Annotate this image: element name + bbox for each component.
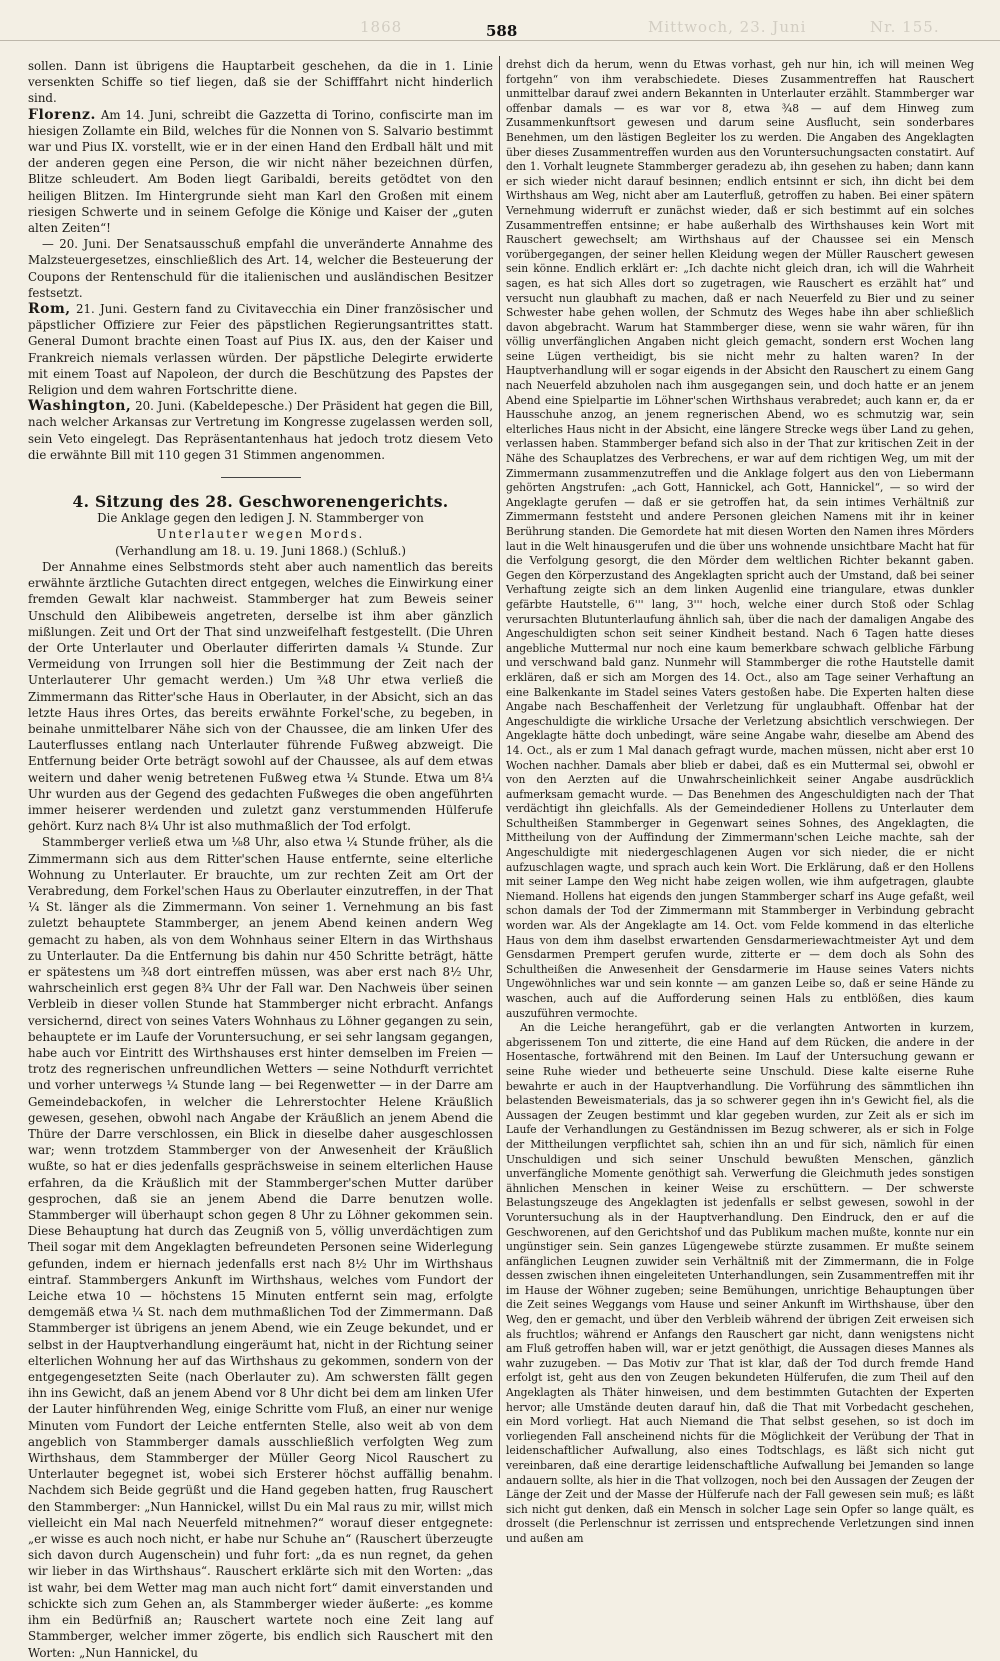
bleed-through-date: Mittwoch, 23. Juni [648, 18, 807, 36]
article-rom-text: 21. Juni. Gestern fand zu Civitavecchia ein Diner französischer und päpstlicher Offiziere zur Feier des päpstlichen Regierungsantrittes statt. General Dumont brachte einen Toast auf Pius IX. aus, den der Kaiser und Frankreich niemals verlassen würden. Der päpstliche Delegirte erwiderte mit einem Toast auf Napoleon, der durch die Beschützung des Papstes der Religion und dem wahren Fortschritte diene. [28, 302, 493, 398]
page-header [0, 0, 1000, 41]
bleed-through-issue: Nr. 155. [870, 18, 940, 36]
article-senate: — 20. Juni. Der Senatsausschuß empfahl die unveränderte Annahme des Malzsteuergesetzes, einschließlich des Art. 14, welcher die Besteuerung der Coupons der Rentenschuld für die italienischen und ausländischen Besitzer festsetzt. [28, 237, 493, 300]
article-florenz [28, 107, 493, 237]
page-number: 588 [486, 22, 518, 40]
article-continuation: sollen. Dann ist übrigens die Hauptarbeit geschehen, da die in 1. Linie versenkten Schiffe so tief liegen, daß sie der Schifffahrt nicht hinderlich sind. [28, 59, 493, 106]
report-paragraph: drehst dich da herum, wenn du Etwas vorhast, geh nur hin, ich will meinen Weg fortgehn“ von ihm verabschiedete. Dieses Zusammentreffen hat Rauschert unmittelbar darauf zwei andern Bekannten in Unterlauter erzählt. Stammberger war offenbar damals — es war vor 8, etwa ¾8 — auf dem Hinweg zum Zusammenkunftsort gewesen und darum seine Ausflucht, sein sonderbares Benehmen, um den lästigen Begleiter los zu werden. Die Angaben des Angeklagten über dieses Zusammentreffen wurden aus den Voruntersuchungsacten constatirt. Auf den 1. Vorhalt leugnete Stammberger geradezu ab, ihn gesehen zu haben; dann kann er sich wieder nicht darauf besinnen; endlich entsinnt er sich, ihn dicht bei dem Wirthshaus am Weg, nicht aber am Lauterfluß, getroffen zu haben. Bei einer spätern Vernehmung widerruft er zunächst wieder, daß er sich bestimmt auf ein solches Zusammentreffen entsinne; er habe außerhalb des Wirthshauses kein Wort mit Rauschert gewechselt; am Wirthshaus auf der Chaussee sei ein Mensch vorübergegangen, der seiner hellen Kleidung wegen der Müller Rauschert gewesen sein könne. Endlich erklärt er: „Ich dachte nicht gleich dran, ich will die Wahrheit sagen, es hat sich Alles dort so zugetragen, wie Rauschert es erzählt hat“ und versucht nun glaubhaft zu machen, daß er nach Neuerfeld zu Bier und zu seiner Schwester habe gehen wollen, der Schmutz des Weges habe ihn aber schließlich davon abgebracht. Warum hat Stammberger diese, wenn sie wahr wären, für ihn völlig unverfänglichen Angaben nicht gleich gemacht, sondern erst Wochen lang seine Lügen vertheidigt, bis sie nicht mehr zu halten waren? In der Hauptverhandlung will er sogar eigends in der Absicht den Rauschert zu einem Gang nach Neuerfeld abzuholen nach ihm ausgegangen sein, und doch hatte er an jenem Abend eine Spielpartie im Löhner'schen Wirthshaus verabredet; auch kann er, da er Hausschuhe anzog, an jenem regnerischen Abend, wo es schmutzig war, sein elterliches Haus nicht in der Absicht, eine längere Strecke wegs über Land zu gehen, verlassen haben. Stammberger befand sich also in der That zur kritischen Zeit in der Nähe des Schauplatzes des Verbrechens, er war auf dem richtigen Weg, um mit der Zimmermann zusammenzutreffen und die Anklage folgert aus den von Liebermann gehörten Angstrufen: „ach Gott, Hannickel, ach Gott, Hannickel“, — so wird der Angeklagte gerufen — daß er sie getroffen hat, da sein intimes Verhältniß zur Zimmermann feststeht und andere Personen gleichen Namens mit ihr in keiner Berührung standen. Die Gemordete hat mit diesen Worten den Namen ihres Mörders laut in die Welt hinausgerufen und die über uns wohnende unsichtbare Macht hat für die Verfolgung gesorgt, die den Mörder dem weltlichen Richter bekannt gaben. Gegen den Körperzustand des Angeklagten spricht auch der Umstand, daß bei seiner Verhaftung zeigte sich an dem linken Augenlid eine triangulare, etwas dunkler gefärbte Hautstelle, 6''' lang, 3''' hoch, welche einer durch Stoß oder Schlag verursachten Blutunterlaufung ähnlich sah, über die nach der damaligen Angabe des Angeschuldigten schon seit seiner Kindheit bestand. Nach 6 Tagen hatte dieses angebliche Muttermal nur noch eine kaum bemerkbare schwach gelbliche Färbung und verschwand bald ganz. Nunmehr will Stammberger die rothe Hautstelle damit erklären, daß er sich am Morgen des 14. Oct., also am Tage seiner Verhaftung an eine Balkenkante im Stadel seines Vaters gestoßen habe. Die Experten halten diese Angabe nach Beschaffenheit der Verletzung für unglaubhaft. Offenbar hat der Angeschuldigte die wirkliche Ursache der Verletzung absichtlich verschwiegen. Der Angeklagte hätte doch unbedingt, wäre seine Angabe wahr, dieselbe am Abend des 14. Oct., als er zum 1 Mal danach gefragt wurde, machen müssen, nicht aber erst 10 Wochen nachher. Damals aber blieb er dabei, daß es ein Muttermal sei, obwohl er von den Aerzten auf die Unwahrscheinlichkeit seiner Angabe ausdrücklich aufmerksam gemacht wurde. — Das Benehmen des Angeschuldigten nach der That verdächtigt ihn gleichfalls. Als der Gemeindediener Hollens zu Unterlauter dem Schultheißen Stammberger in Gegenwart seines Sohnes, des Angeklagten, die Mittheilung von der Auffindung der Zimmermann'schen Leiche machte, sah der Angeschuldigte mit niedergeschlagenen Augen vor sich nieder, die er nicht aufzuschlagen wagte, und sprach auch kein Wort. Die Erklärung, daß er den Hollens mit seiner Lampe den Weg nicht habe zeigen wollen, wie ihm aufgetragen, glaubte Niemand. Hollens hat eigends den jungen Stammberger scharf ins Auge gefaßt, weil schon damals der Tod der Zimmermann mit Stammberger in Verbindung gebracht worden war. Als der Angeklagte am 14. Oct. vom Felde kommend in das elterliche Haus von dem ihm daselbst erwartenden Gensdarmeriewachtmeister Ayt und dem Gensdarmen Prempert gerufen wurde, zitterte er — dem doch als Sohn des Schultheißen die Anwesenheit der Gensdarmerie im Hause seines Vaters nichts Ungewöhnliches war und sein konnte — am ganzen Leibe so, daß er seine Hände zu waschen, auch auf die Aufforderung seinen Hals zu entblößen, dies kaum auszuführen vermochte. [506, 58, 974, 1020]
section-divider [221, 477, 301, 478]
article-washington [28, 398, 493, 463]
report-paragraph: Stammberger verließ etwa um ⅛8 Uhr, also etwa ¼ Stunde früher, als die Zimmermann sich aus dem Ritter'schen Hause entfernte, seine elterliche Wohnung zu Unterlauter. Er brauchte, um zur rechten Zeit am Ort der Verabredung, dem Forkel'schen Haus zu Oberlauter einzutreffen, in der That ¼ St. länger als die Zimmermann. Von seiner 1. Vernehmung an bis fast zuletzt behauptete Stammberger, an jenem Abend keinen andern Weg gemacht zu haben, als von dem Wohnhaus seiner Eltern in das Wirthshaus zu Unterlauter. Da die Entfernung bis dahin nur 450 Schritte beträgt, hätte er spätestens um ¾8 dort eintreffen müssen, was aber erst nach 8½ Uhr, wahrscheinlich erst gegen 8¾ Uhr der Fall war. Den Nachweis über seinen Verbleib in dieser vollen Stunde hat Stammberger nicht erbracht. Anfangs versichernd, direct von seines Vaters Wohnhaus zu Löhner gegangen zu sein, behauptete er im Laufe der Voruntersuchung, er sei sehr langsam gegangen, habe auch vor Eintritt des Wirthshauses erst hinter demselben im Freien — trotz des regnerischen unfreundlichen Wetters — seine Nothdurft verrichtet und vorher unterwegs ¼ Stunde lang — bei Regenwetter — in der Darre am Gemeindebackofen, in welcher die Lehrerstochter Helene Kräußlich gewesen, gesehen, obwohl nach Angabe der Kräußlich an jenem Abend die Thüre der Darre verschlossen, ein Blick in dieselbe daher ausgeschlossen war; wenn trotzdem Stammberger von der Anwesenheit der Kräußlich wußte, so hat er dies jedenfalls gesprächsweise in seinem elterlichen Hause erfahren, da die Kräußlich mit der Stammberger'schen Mutter darüber gesprochen, daß sie an jenem Abend die Darre benutzen wolle. Stammberger will überhaupt schon gegen 8 Uhr zu Löhner gekommen sein. Diese Behauptung hat durch das Zeugniß von 5, völlig unverdächtigen zum Theil sogar mit dem Angeklagten befreundeten Personen seine Widerlegung gefunden, indem er hiernach jedenfalls erst nach 8½ Uhr im Wirthshaus eintraf. Stammbergers Ankunft im Wirthshaus, welches vom Fundort der Leiche etwa 10 — höchstens 15 Minuten entfernt sein mag, erfolgte demgemäß etwa ¼ St. nach dem muthmaßlichen Tod der Zimmermann. Daß Stammberger ist übrigens an jenem Abend, wie ein Zeuge bekundet, und er selbst in der Hauptverhandlung eingeräumt hat, nicht in der Richtung seiner elterlichen Wohnung her auf das Wirthshaus zu gekommen, sondern von der entgegengesetzten Seite (nach Oberlauter zu). Am schwersten fällt gegen ihn ins Gewicht, daß an jenem Abend vor 8 Uhr dicht bei dem am linken Ufer der Lauter hinführenden Weg, einige Schritte vom Fluß, an einer nur wenige Minuten vom Fundort der Leiche entfernten Stelle, also weit ab von dem angeblich von Stammberger damals ausschließlich verfolgten Weg zum Wirthshaus, dem Stammberger der Müller Georg Nicol Rauschert zu Unterlauter begegnet ist, wobei sich Ersterer höchst auffällig benahm. Nachdem sich Beide gegrüßt und die Hand gegeben hatten, frug Rauschert den Stammberger: „Nun Hannickel, willst Du ein Mal raus zu mir, willst mich vielleicht ein Mal nach Neuerfeld mitnehmen?“ worauf dieser entgegnete: „er wisse es auch noch nicht, er habe nur Schuhe an“ (Rauschert überzeugte sich davon durch Augenschein) und fuhr fort: „da es nun regnet, da gehen wir lieber in das Wirthshaus“. Rauschert erklärte sich mit den Worten: „das ist wahr, bei dem Wetter mag man auch nicht fort“ damit einverstanden und schickte sich zum Gehen an, als Stammberger wieder äußerte: „es komme ihm ein Bedürfniß an; Rauschert wartete noch eine Zeit lang auf Stammberger, welcher immer zögerte, bis endlich sich Rauschert mit den Worten: „Nun Hannickel, du [28, 835, 493, 1660]
article-rom [28, 301, 493, 398]
left-column [28, 58, 494, 1660]
dateline-washington: Washington, [28, 398, 132, 415]
article-florenz-text: Am 14. Juni, schreibt die Gazzetta di Torino, confiscirte man im hiesigen Zollamte ein Bild, welches für die Nonnen von S. Salvario bestimmt war und Pius IX. vorstellt, wie er in der einen Hand den Erdball hält und mit der anderen gegen eine Person, die wir nicht näher bezeichnen dürfen, Blitze schleudert. Am Boden liegt Garibaldi, bereits getödtet von den heiligen Blitzen. Im Hintergrunde sieht man Karl den Großen mit einem riesigen Schwerte und in seinem Gefolge die Könige und Kaiser der „guten alten Zeiten“! [28, 107, 493, 236]
dateline-florenz: Florenz. [28, 106, 96, 123]
dateline-rom: Rom, [28, 301, 71, 318]
report-paragraph: An die Leiche herangeführt, gab er die verlangten Antworten in kurzem, abgerissenem Ton und zitterte, die eine Hand auf dem Rücken, die andere in der Hosentasche, fortwährend mit den Beinen. Im Lauf der Untersuchung gewann er seine Ruhe wieder und betheuerte seine Unschuld. Diese kalte eiserne Ruhe bewahrte er auch in der Hauptverhandlung. Die Vorführung des sämmtlichen ihn belastenden Beweismaterials, das ja so schwerer gegen ihn in's Gewicht fiel, als die Aussagen der Zeugen bestimmt und klar gegeben wurden, zur Zeit als er sich im Laufe der Verhandlungen zu Geständnissen im Bezug schwerer, als er sich in Folge der Mittheilungen verpflichtet sah, schien ihn an und für sich, nämlich für einen Unschuldigen und sich seiner Unschuld bewußten Menschen, gänzlich unverfängliche Momente genöthigt sah. Verwerfung die Gleichmuth jedes sonstigen ähnlichen Menschen in keiner Weise zu erschüttern. — Der schwerste Belastungszeuge des Angeklagten ist jedenfalls er selbst gewesen, sowohl in der Voruntersuchung als in der Hauptverhandlung. Den Eindruck, den er auf die Geschworenen, auf den Gerichtshof und das Publikum machen mußte, konnte nur ein ungünstiger sein. Sein ganzes Lügengewebe stürzte zusammen. Er mußte seinem anfänglichen Leugnen zuwider sein Verhältniß mit der Zimmermann, die in Folge dessen zwischen ihnen eingeleiteten Unterhandlungen, sein Zusammentreffen mit ihr im Hause der Wöhner zugeben; seine Bemühungen, unrichtige Behauptungen über die Zeit seines Weggangs vom Hause und seiner Ankunft im Wirthshause, über den Weg, den er gemacht, und über den Verbleib während der übrigen Zeit erweisen sich als fruchtlos; während er Anfangs den Rauschert gar nicht, dann wenigstens nicht am Fluß getroffen haben will, war er jetzt genöthigt, die Aussagen dieses Mannes als wahr zuzugeben. — Das Motiv zur That ist klar, daß der Tod durch fremde Hand erfolgt ist, geht aus den von Zeugen bekundeten Hülferufen, die zum Theil auf den Angeklagten als Thäter hinweisen, und dem bestimmten Gutachten der Experten hervor; alle Umstände deuten darauf hin, daß die That mit Vorbedacht geschehen, ein Mord vorliegt. Hat auch Niemand die That selbst gesehen, so ist doch im vorliegenden Fall anscheinend nichts für die Möglichkeit der Verübung der That in leidenschaftlicher Aufwallung, also eines Todtschlags, es läßt sich nicht gut vereinbaren, daß eine derartige leidenschaftliche Aufwallung bei Jemanden so lange andauern sollte, als hier in die That vollzogen, noch bei den Aussagen der Zeugen der Länge der Zeit und der Masse der Hülferufe nach der Fall gewesen sein muß; es läßt sich nicht gut denken, daß ein Mensch in solcher Lage sein Opfer so lange quält, es drosselt (die Perlenschnur ist zerrissen und entsprechende Verletzungen sind innen und außen am [506, 1021, 974, 1545]
article-washington-text: 20. Juni. (Kabeldepesche.) Der Präsident hat gegen die Bill, nach welcher Arkansas zur Vertretung im Kongresse zugelassen werden soll, sein Veto eingelegt. Das Repräsentantenhaus hat jedoch trotz diesem Veto die erwähnte Bill mit 110 gegen 31 Stimmen angenommen. [28, 399, 494, 462]
right-column [506, 58, 974, 1545]
column-rule [499, 56, 500, 1478]
section-session-date: (Verhandlung am 18. u. 19. Juni 1868.) (Schluß.) [115, 543, 406, 558]
section-subtitle-charge: Unterlauter wegen Mords. [156, 527, 365, 542]
section-title: 4. Sitzung des 28. Geschworenengerichts. [72, 492, 449, 512]
section-subtitle: Die Anklage gegen den ledigen J. N. Stammberger von [97, 511, 424, 526]
bleed-through-year: 1868 [360, 18, 403, 36]
report-paragraph: Der Annahme eines Selbstmords steht aber auch namentlich das bereits erwähnte ärztliche Gutachten direct entgegen, welches die Einwirkung einer fremden Gewalt klar nachweist. Stammberger hat zum Beweis seiner Unschuld den Alibibeweis angetreten, derselbe ist ihm aber gänzlich mißlungen. Zeit und Ort der That sind unzweifelhaft festgestellt. (Die Uhren der Orte Unterlauter und Oberlauter differirten damals ¼ Stunde. Zur Vermeidung von Irrungen soll hier die Bestimmung der Zeit nach der Unterlauterer Uhr gemacht werden.) Um ¾8 Uhr etwa verließ die Zimmermann das Ritter'sche Haus in Oberlauter, in der Absicht, sich an das letzte Haus ihres Ortes, das bereits erwähnte Forkel'sche, zu begeben, in beinahe unmittelbarer Nähe sich von der Chaussee, die am linken Ufer des Lauterflusses entlang nach Unterlauter führende Fußweg abzweigt. Die Entfernung beider Orte beträgt sowohl auf der Chaussee, als auf dem etwas weitern und daher wenig betretenen Fußweg etwa ¼ Stunde. Etwa um 8¼ Uhr wurden aus der Gegend des gedachten Fußweges die oben angeführten immer heiserer werdenden und zuletzt ganz verstummenden Hülferufe gehört. Kurz nach 8¼ Uhr ist also muthmaßlich der Tod erfolgt. [28, 559, 493, 834]
